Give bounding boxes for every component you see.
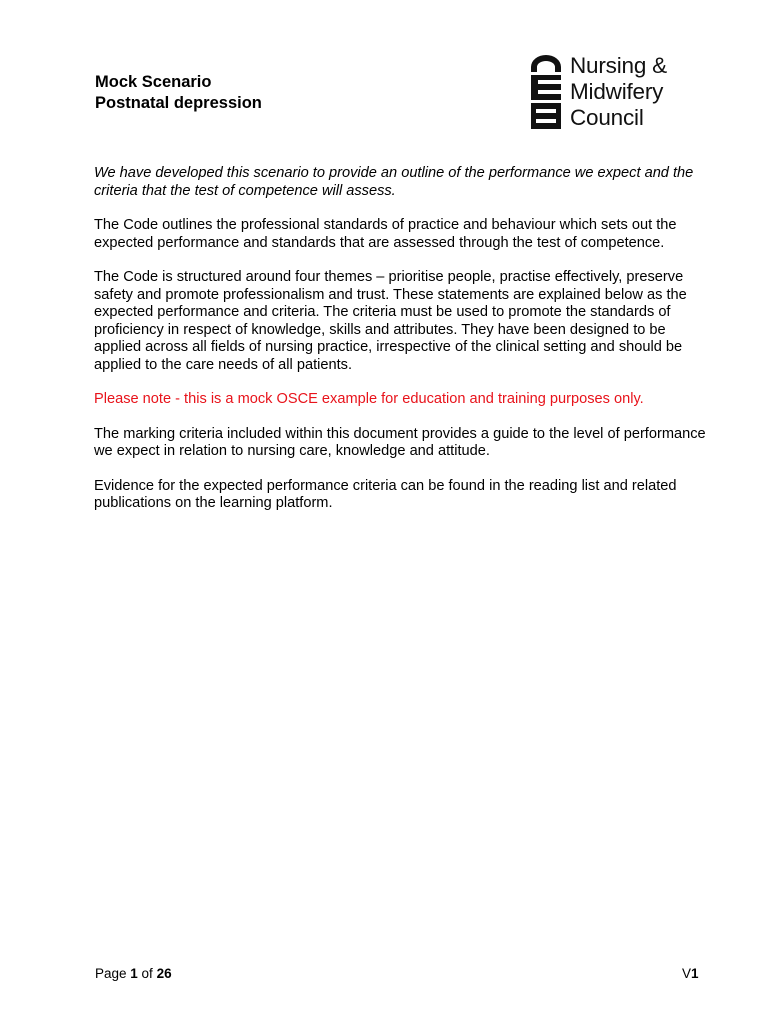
nmc-logo — [528, 55, 688, 133]
marking-criteria-paragraph: The marking criteria included within this document provides a guide to the level of performance we expect in relation to nursing care, knowledge and attitude. — [94, 425, 706, 459]
page-number — [95, 966, 172, 981]
logo-word-1: Nursing & — [570, 53, 667, 78]
page-total: 26 — [156, 966, 172, 981]
page-prefix: Page — [95, 966, 131, 981]
code-paragraph: The Code outlines the professional standards of practice and behaviour which sets out the expected performance and standards that are assessed through the test of competence. — [94, 217, 677, 251]
logo-word-2: Midwifery — [570, 79, 664, 104]
version-label — [682, 966, 699, 981]
version-prefix: V — [682, 966, 692, 981]
title-line-1: Mock Scenario — [95, 73, 212, 91]
nmc-logo-wordmark — [570, 53, 667, 131]
document-body — [94, 165, 706, 530]
themes-paragraph: The Code is structured around four themes – prioritise people, practise effectively, preserve safety and promote professionalism and trust. These statements are explained below as the expected performance and criteria. The criteria must be used to promote the standards of proficiency in respect of knowledge, skills and attributes. They have been designed to be applied across all fields of nursing practice, irrespective of the clinical setting and should be applied to the care needs of all patients. — [94, 269, 687, 373]
document-title — [95, 72, 262, 114]
page-current: 1 — [130, 966, 138, 981]
nmc-logo-mark — [528, 55, 564, 131]
logo-word-3: Council — [570, 105, 644, 130]
version-number: 1 — [691, 966, 699, 981]
notice-paragraph: Please note - this is a mock OSCE example for education and training purposes only. — [94, 391, 644, 407]
evidence-paragraph: Evidence for the expected performance criteria can be found in the reading list and related publications on the learning platform. — [94, 477, 677, 511]
title-line-2: Postnatal depression — [95, 94, 262, 112]
intro-paragraph: We have developed this scenario to provide an outline of the performance we expect and the criteria that the test of competence will assess. — [94, 165, 694, 199]
page-of: of — [137, 966, 157, 981]
